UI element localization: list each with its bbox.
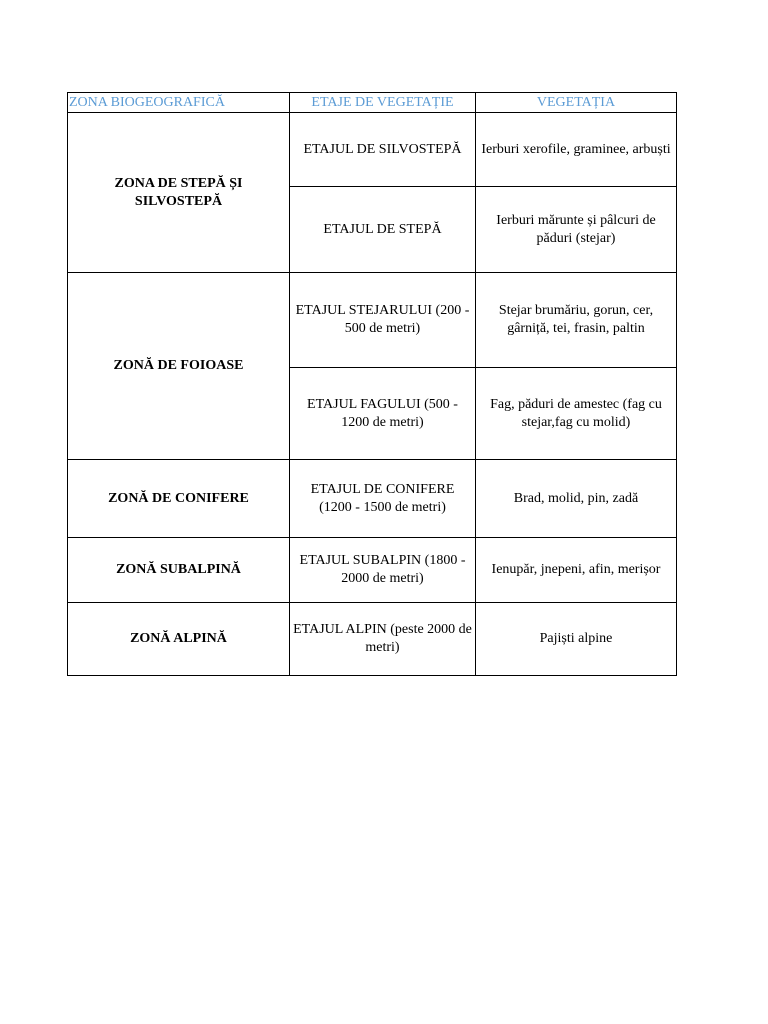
table-row xyxy=(68,603,677,676)
table-row xyxy=(68,538,677,603)
stage-cell: ETAJUL DE CONIFERE (1200 - 1500 de metri) xyxy=(290,460,476,538)
vegetation-cell: Ienupăr, jnepeni, afin, merișor xyxy=(476,538,677,603)
vegetation-cell: Pajiști alpine xyxy=(476,603,677,676)
vegetation-cell: Ierburi mărunte și pâlcuri de păduri (stejar) xyxy=(476,187,677,273)
stage-cell: ETAJUL FAGULUI (500 - 1200 de metri) xyxy=(290,368,476,460)
header-zone: ZONA BIOGEOGRAFICĂ xyxy=(68,93,290,113)
zone-cell: ZONĂ ALPINĂ xyxy=(68,603,290,676)
stage-cell: ETAJUL STEJARULUI (200 - 500 de metri) xyxy=(290,273,476,368)
stage-cell: ETAJUL DE STEPĂ xyxy=(290,187,476,273)
vegetation-table xyxy=(67,92,677,676)
vegetation-cell: Stejar brumăriu, gorun, cer, gârniță, tei, frasin, paltin xyxy=(476,273,677,368)
stage-cell: ETAJUL DE SILVOSTEPĂ xyxy=(290,113,476,187)
table-row xyxy=(68,460,677,538)
vegetation-cell: Fag, păduri de amestec (fag cu stejar,fag cu molid) xyxy=(476,368,677,460)
table-row xyxy=(68,273,677,368)
stage-cell: ETAJUL SUBALPIN (1800 - 2000 de metri) xyxy=(290,538,476,603)
stage-cell: ETAJUL ALPIN (peste 2000 de metri) xyxy=(290,603,476,676)
vegetation-cell: Ierburi xerofile, graminee, arbuști xyxy=(476,113,677,187)
zone-cell: ZONĂ DE CONIFERE xyxy=(68,460,290,538)
vegetation-cell: Brad, molid, pin, zadă xyxy=(476,460,677,538)
header-vegetation: VEGETAȚIA xyxy=(476,93,677,113)
header-stage: ETAJE DE VEGETAȚIE xyxy=(290,93,476,113)
zone-cell: ZONĂ SUBALPINĂ xyxy=(68,538,290,603)
table-row xyxy=(68,113,677,187)
zone-cell: ZONA DE STEPĂ ȘI SILVOSTEPĂ xyxy=(68,113,290,273)
table-header-row xyxy=(68,93,677,113)
zone-cell: ZONĂ DE FOIOASE xyxy=(68,273,290,460)
